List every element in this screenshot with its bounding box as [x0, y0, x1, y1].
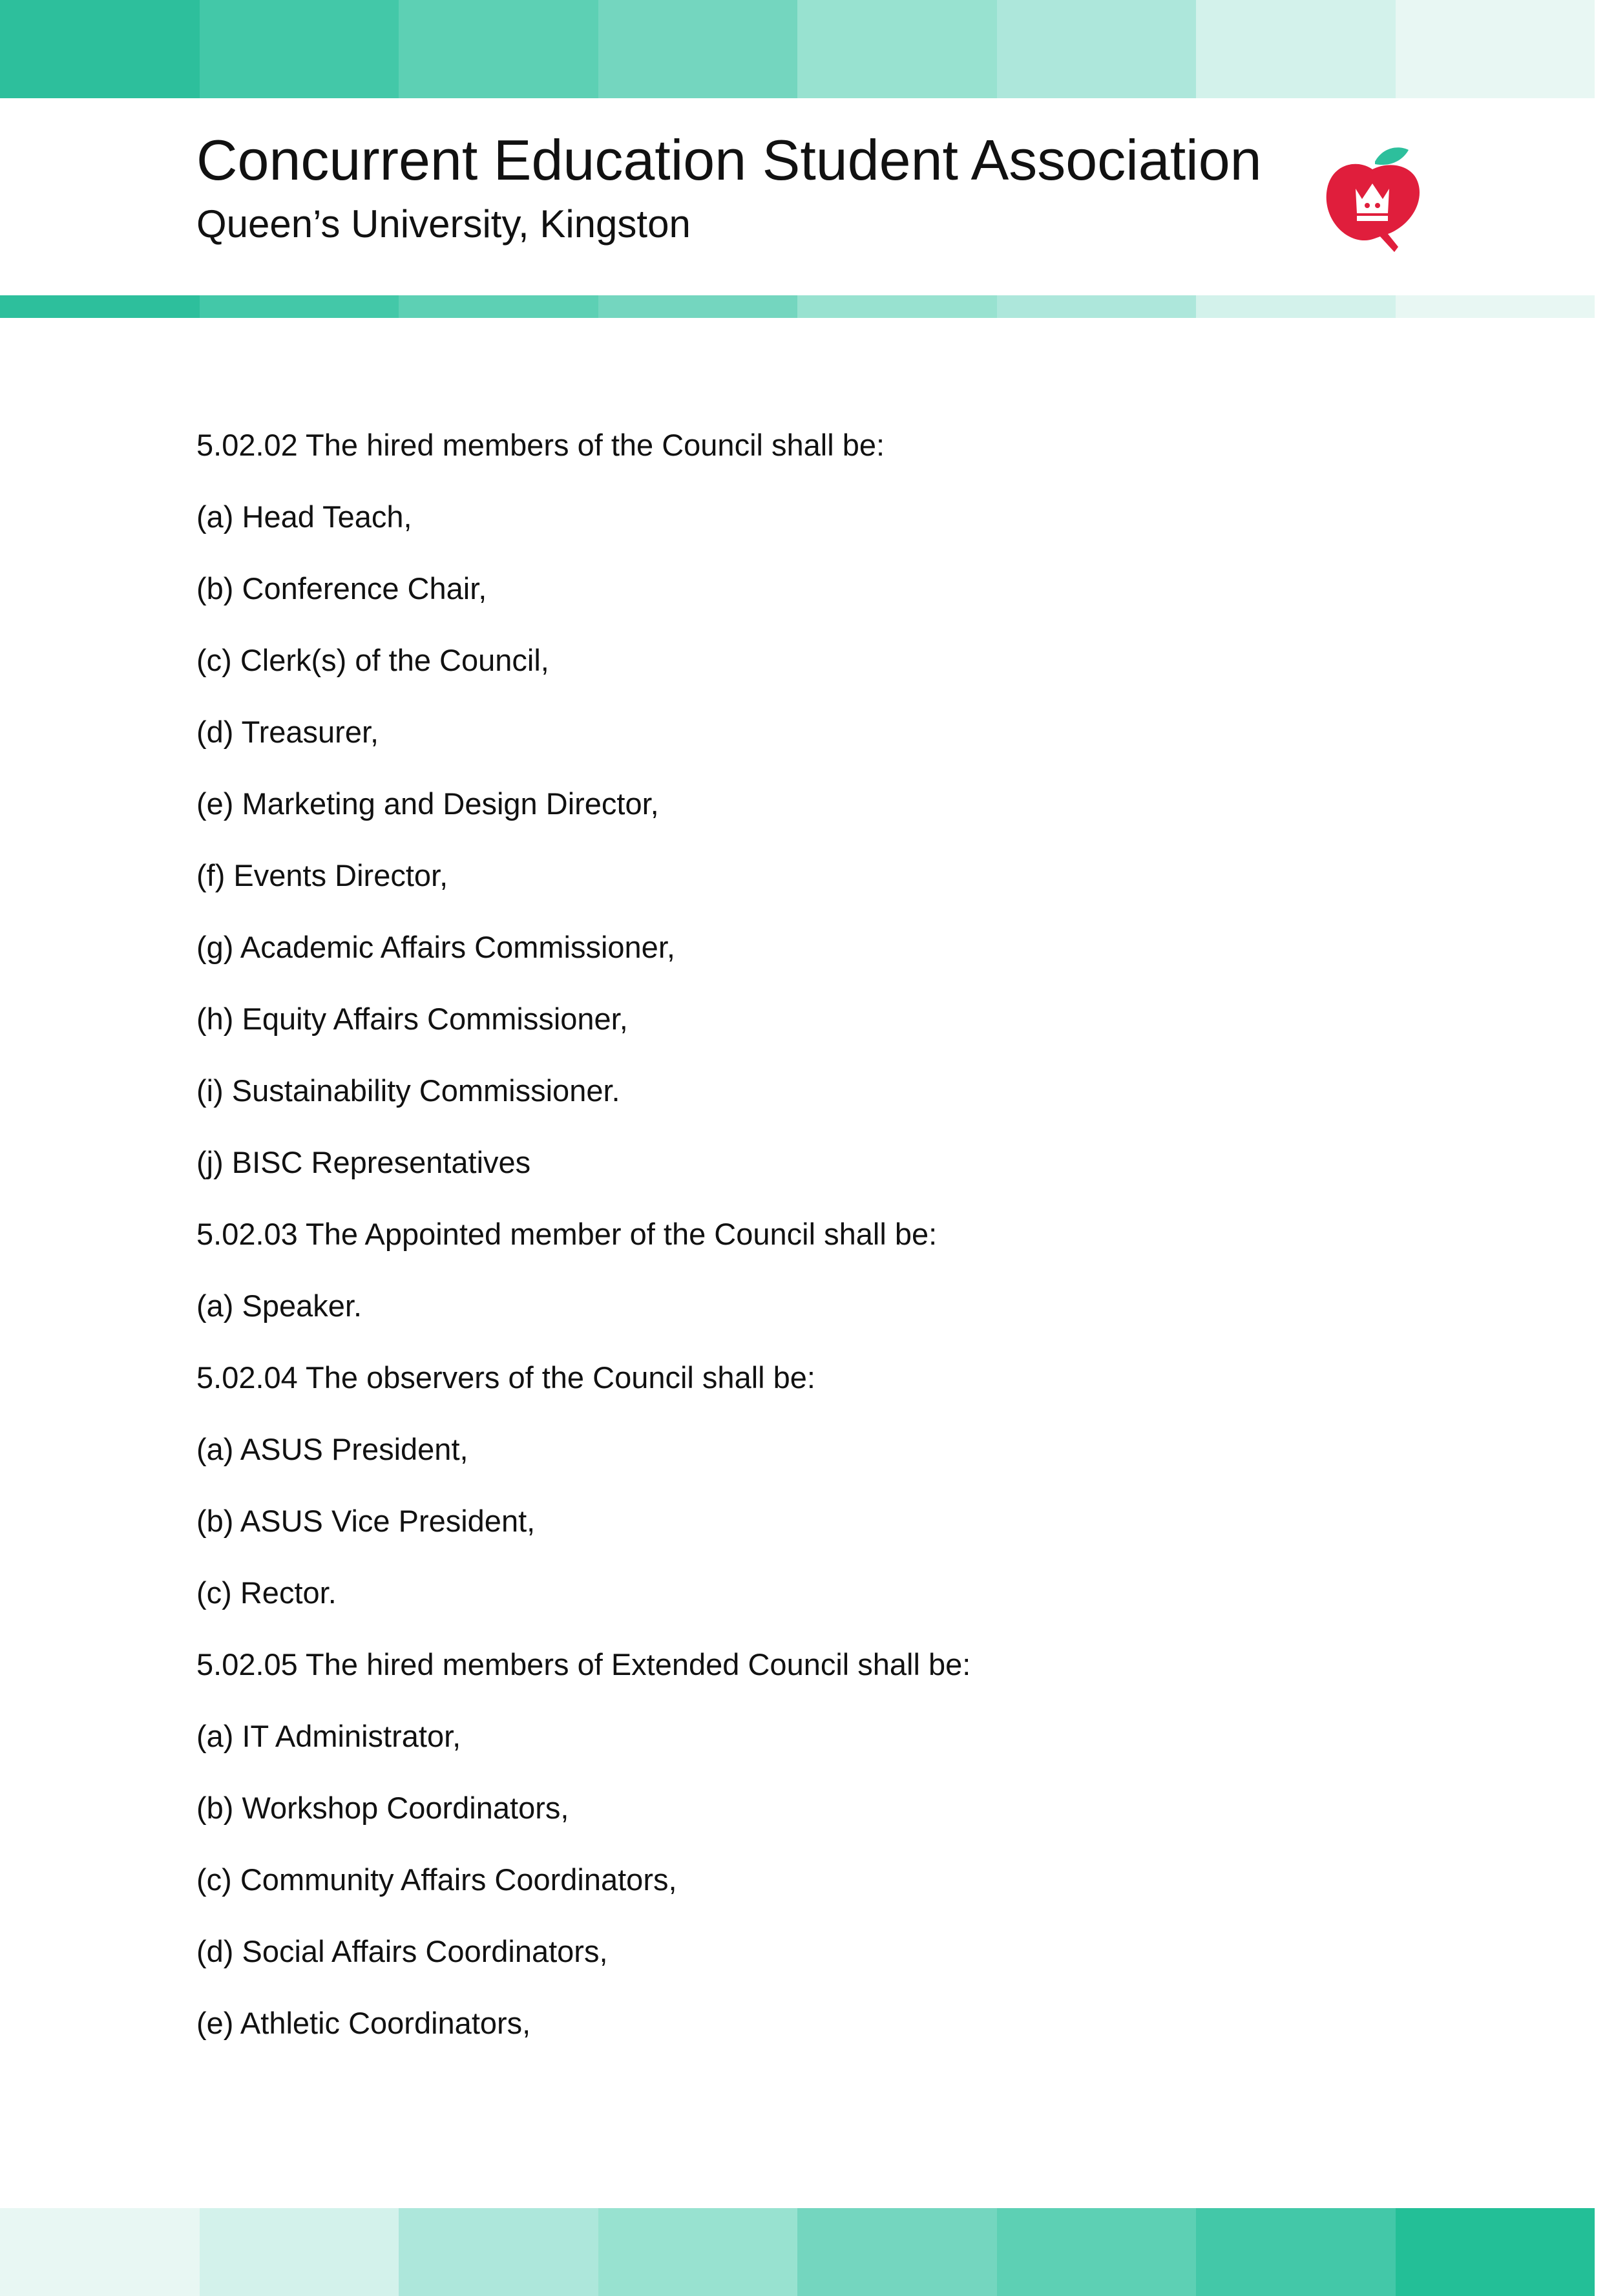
band-segment: [1396, 295, 1595, 318]
header-divider-band: [0, 295, 1595, 318]
list-item: (c) Community Affairs Coordinators,: [196, 1862, 677, 1897]
band-segment: [200, 0, 399, 98]
band-segment: [0, 295, 200, 318]
document-body: [196, 428, 1489, 2078]
band-segment: [598, 2208, 798, 2296]
list-item: (b) Workshop Coordinators,: [196, 1791, 569, 1825]
band-segment: [797, 0, 997, 98]
list-item: (i) Sustainability Commissioner.: [196, 1073, 620, 1108]
list-item: (a) Speaker.: [196, 1289, 362, 1323]
band-segment: [200, 295, 399, 318]
band-segment: [598, 295, 798, 318]
page-subtitle: Queen’s University, Kingston: [196, 202, 691, 246]
top-color-band: [0, 0, 1595, 98]
list-item: (d) Social Affairs Coordinators,: [196, 1934, 608, 1968]
band-segment: [200, 2208, 399, 2296]
list-item: (b) Conference Chair,: [196, 571, 487, 606]
band-segment: [1396, 2208, 1595, 2296]
band-segment: [997, 0, 1197, 98]
page-title: Concurrent Education Student Association: [196, 128, 1262, 192]
list-item: (j) BISC Representatives: [196, 1145, 531, 1179]
band-segment: [797, 295, 997, 318]
list-item: (h) Equity Affairs Commissioner,: [196, 1002, 628, 1036]
list-item: (g) Academic Affairs Commissioner,: [196, 930, 675, 964]
band-segment: [1196, 0, 1396, 98]
list-item: (e) Marketing and Design Director,: [196, 786, 659, 821]
section-heading: 5.02.04 The observers of the Council shall be:: [196, 1360, 815, 1395]
list-item: (f) Events Director,: [196, 858, 448, 892]
band-segment: [399, 295, 598, 318]
section-heading: 5.02.02 The hired members of the Council shall be:: [196, 428, 885, 462]
band-segment: [797, 2208, 997, 2296]
list-item: (a) ASUS President,: [196, 1432, 468, 1466]
band-segment: [399, 2208, 598, 2296]
band-segment: [1196, 295, 1396, 318]
band-segment: [598, 0, 798, 98]
list-item: (c) Rector.: [196, 1575, 337, 1610]
section-heading: 5.02.05 The hired members of Extended Council shall be:: [196, 1647, 971, 1681]
band-segment: [997, 295, 1197, 318]
list-item: (c) Clerk(s) of the Council,: [196, 643, 549, 677]
list-item: (d) Treasurer,: [196, 715, 379, 749]
band-segment: [997, 2208, 1197, 2296]
list-item: (a) Head Teach,: [196, 500, 412, 534]
list-item: (e) Athletic Coordinators,: [196, 2006, 531, 2040]
apple-crown-logo-icon: [1318, 143, 1428, 253]
band-segment: [1396, 0, 1595, 98]
list-item: (b) ASUS Vice President,: [196, 1504, 536, 1538]
band-segment: [1196, 2208, 1396, 2296]
band-segment: [0, 0, 200, 98]
section-heading: 5.02.03 The Appointed member of the Council shall be:: [196, 1217, 938, 1251]
list-item: (a) IT Administrator,: [196, 1719, 461, 1753]
band-segment: [399, 0, 598, 98]
bottom-color-band: [0, 2208, 1595, 2296]
band-segment: [0, 2208, 200, 2296]
